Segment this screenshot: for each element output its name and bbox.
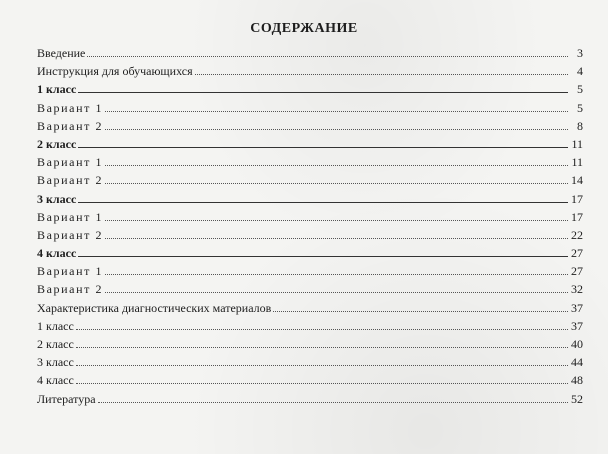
toc-entry-page-number: 40 — [571, 337, 583, 351]
toc-entry-page-number: 37 — [571, 318, 583, 333]
toc-entry-label: 2 класс — [37, 337, 74, 351]
toc-entry-page-number: 17 — [571, 209, 583, 224]
toc-entry-label: Вариант 1 — [37, 264, 104, 279]
toc-entry-label: 1 класс — [37, 82, 77, 97]
toc-entry — [37, 317, 583, 335]
toc-entry-page-number: 48 — [571, 373, 583, 388]
toc-leader — [195, 74, 568, 75]
toc-entry — [37, 299, 583, 317]
toc-leader — [78, 202, 568, 203]
toc-entry — [37, 62, 583, 80]
toc-entry — [37, 117, 583, 135]
toc-leader — [76, 347, 568, 348]
toc-entry-page-number: 44 — [571, 355, 583, 370]
toc-entry-page-number: 4 — [577, 64, 583, 79]
toc-entry-label: Вариант 2 — [37, 173, 104, 188]
toc-entry-page-number: 52 — [571, 391, 583, 406]
toc-entry-label: 4 класс — [37, 246, 77, 261]
toc-entry — [37, 244, 583, 262]
toc-entry — [37, 335, 583, 353]
toc-entry-label: 2 класс — [37, 136, 77, 151]
toc-leader — [78, 147, 568, 148]
toc-entry — [37, 80, 583, 98]
toc-entry-label: Вариант 1 — [37, 100, 104, 115]
toc-leader — [87, 56, 568, 57]
toc-entry — [37, 280, 583, 298]
toc-entry-label: Вариант 2 — [37, 227, 104, 242]
toc-entry-label: Инструкция для обучающихся — [37, 64, 193, 79]
toc-entry — [37, 99, 583, 117]
toc-entry-label: Вариант 2 — [37, 282, 104, 297]
toc-entry-label: Характеристика диагностических материалов — [37, 300, 272, 315]
toc-leader — [105, 238, 568, 239]
toc-entry-label: 3 класс — [37, 355, 74, 370]
toc-entry — [37, 262, 583, 280]
toc-leader — [105, 129, 568, 130]
toc-entry — [37, 153, 583, 171]
toc-entry-page-number: 5 — [577, 100, 583, 115]
toc-entry — [37, 171, 583, 189]
toc-entry-label: 4 класс — [37, 373, 74, 388]
toc-leader — [105, 183, 568, 184]
toc-leader — [273, 311, 568, 312]
toc-entry-label: Вариант 2 — [37, 118, 104, 133]
toc-leader — [105, 220, 568, 221]
toc-entry-label: Вариант 1 — [37, 209, 104, 224]
toc-entry — [37, 44, 583, 62]
toc-leader — [105, 292, 568, 293]
toc-entry-page-number: 5 — [577, 82, 583, 97]
toc-entry-page-number: 14 — [571, 173, 583, 188]
toc-leader — [76, 383, 568, 384]
toc-leader — [76, 365, 568, 366]
toc-leader — [78, 92, 568, 93]
toc-leader — [105, 111, 568, 112]
toc-entry-label: Литература — [37, 391, 96, 406]
toc-entry-label: 3 класс — [37, 191, 77, 206]
toc-entry — [37, 208, 583, 226]
toc-entry — [37, 226, 583, 244]
toc-leader — [76, 329, 568, 330]
toc-entry-page-number: 27 — [571, 264, 583, 279]
toc-entry-page-number: 27 — [571, 246, 583, 261]
toc-entry-page-number: 37 — [571, 300, 583, 315]
toc-entry-page-number: 22 — [571, 227, 583, 242]
toc-entry-label: 1 класс — [37, 318, 74, 333]
toc-entry-page-number: 11 — [571, 155, 583, 170]
toc-leader — [98, 402, 568, 403]
toc-entry — [37, 390, 583, 408]
toc-entry — [37, 190, 583, 208]
toc-entry-page-number: 32 — [571, 282, 583, 297]
toc-leader — [105, 165, 568, 166]
page-title: СОДЕРЖАНИЕ — [250, 21, 358, 36]
toc-leader — [105, 274, 568, 275]
toc-entry-label: Вариант 1 — [37, 155, 104, 170]
toc-leader — [78, 256, 568, 257]
toc-entry — [37, 135, 583, 153]
toc-entry-page-number: 3 — [577, 46, 583, 60]
toc-entry-page-number: 8 — [577, 118, 583, 133]
table-of-contents — [37, 44, 583, 408]
toc-entry-page-number: 17 — [571, 191, 583, 206]
toc-entry-label: Введение — [37, 46, 86, 60]
toc-entry-page-number: 11 — [571, 136, 583, 151]
toc-entry — [37, 371, 583, 389]
toc-entry — [37, 353, 583, 371]
